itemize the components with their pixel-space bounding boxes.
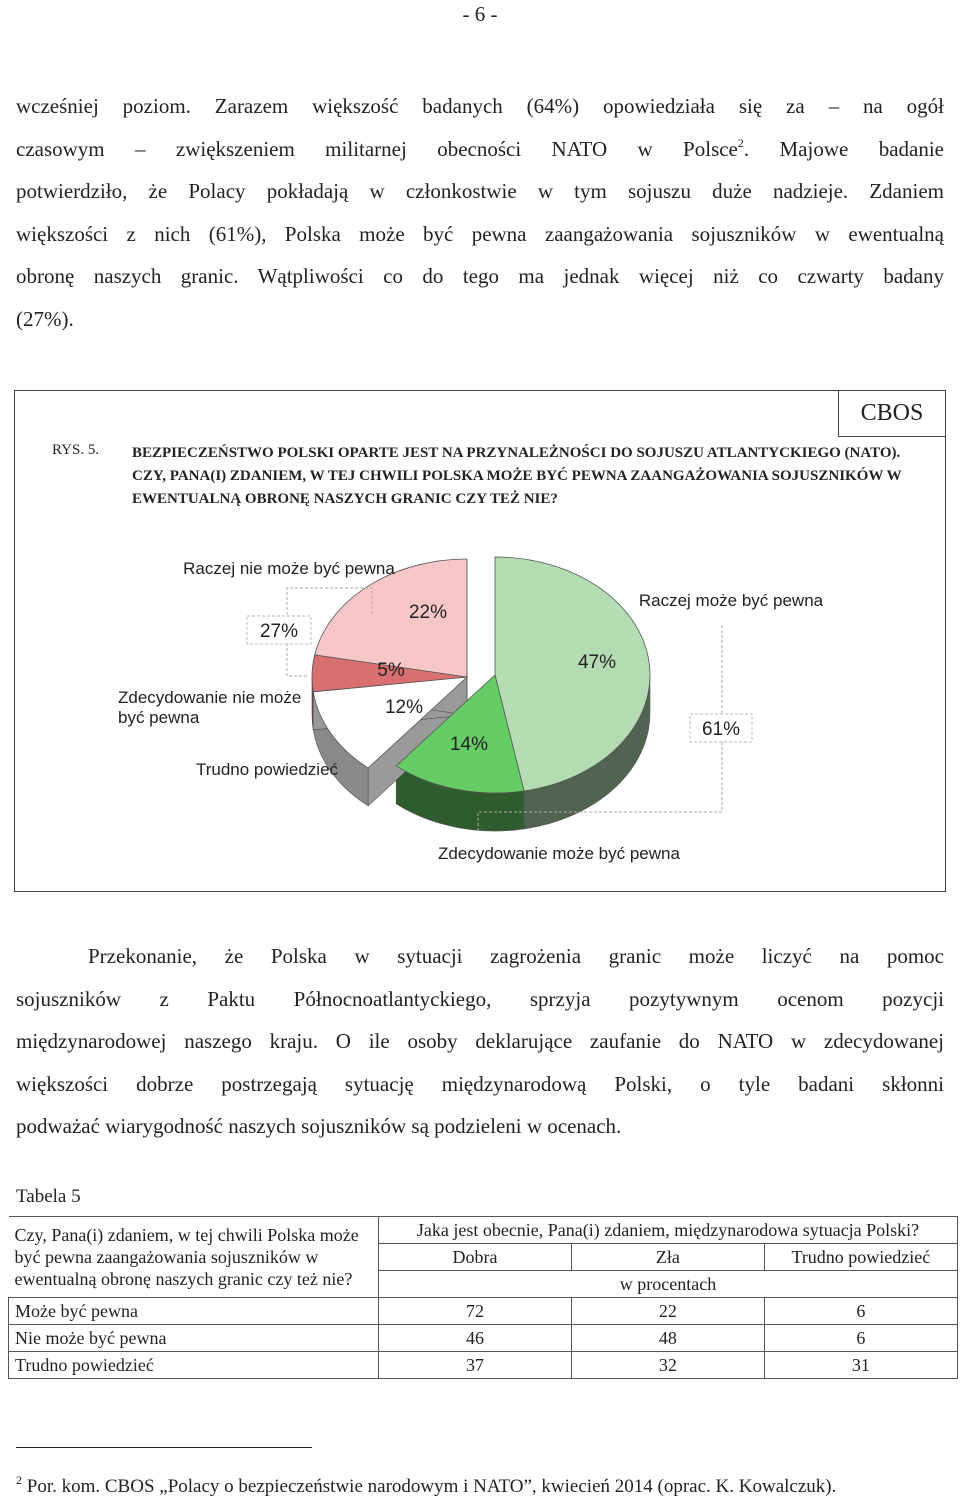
table-cell: 46 — [379, 1325, 572, 1352]
table-row — [9, 1298, 958, 1325]
slice-value-label: 5% — [377, 660, 405, 681]
page-number: - 6 - — [462, 2, 498, 26]
label-zdecydowanie-nie-line2: być pewna — [118, 708, 200, 727]
paragraph-line: potwierdziło, że Polacy pokładają w członkostwie w tym sojuszu duże nadzieje. Zdaniem — [16, 179, 944, 203]
table-cell: 37 — [379, 1352, 572, 1379]
label-zdecydowanie-nie-line1: Zdecydowanie nie może — [118, 688, 302, 707]
table-cell: 32 — [571, 1352, 764, 1379]
row-label: Nie może być pewna — [9, 1325, 379, 1352]
paragraph-line-tail: . Majowe badanie — [743, 136, 944, 161]
group-total-negative: 27% — [259, 621, 299, 642]
slice-value-label: 47% — [577, 652, 617, 673]
label-raczej-tak: Raczej może być pewna — [638, 591, 824, 610]
slice-value-label: 12% — [384, 697, 424, 718]
figure-number: RYS. 5. — [52, 442, 100, 458]
paragraph-line: większości dobrze postrzegają sytuację międzynarodową Polski, o tyle badani skłonni — [16, 1071, 944, 1096]
paragraph-line: międzynarodowej naszego kraju. O ile osoby deklarujące zaufanie do NATO w zdecydowanej — [16, 1029, 944, 1053]
unit-header: w procentach — [379, 1271, 958, 1298]
paragraph-line-text: czasowym – zwiększeniem militarnej obecności NATO w Polsce — [16, 136, 738, 161]
table-cell: 6 — [764, 1298, 957, 1325]
table-row — [9, 1352, 958, 1379]
footnote-text: Por. kom. CBOS „Polacy o bezpieczeństwie narodowym i NATO”, kwiecień 2014 (oprac. K. Kowalczuk). — [26, 1476, 837, 1497]
paragraph-line: obronę naszych granic. Wątpliwości co do tego ma jednak więcej niż co czwarty badany — [16, 264, 944, 288]
table-row — [9, 1325, 958, 1352]
table-cell: 6 — [764, 1325, 957, 1352]
paragraph-line: Przekonanie, że Polska w sytuacji zagrożenia granic może liczyć na pomoc — [88, 944, 944, 968]
table-cell: 72 — [379, 1298, 572, 1325]
table-cell: 48 — [571, 1325, 764, 1352]
source-label: CBOS — [838, 390, 946, 437]
label-trudno: Trudno powiedzieć — [195, 760, 339, 779]
bracket-negative — [287, 643, 309, 676]
slice-value-label: 22% — [408, 602, 448, 623]
paragraph-line: sojuszników z Paktu Północnoatlantyckiego, sprzyja pozytywnym ocenom pozycji — [16, 986, 944, 1011]
table-cell: 22 — [571, 1298, 764, 1325]
label-zdecydowanie-tak: Zdecydowanie może być pewna — [438, 844, 680, 863]
group-total-positive: 61% — [701, 719, 741, 740]
slice-value-label: 14% — [449, 734, 489, 755]
column-header: Dobra — [379, 1244, 572, 1271]
row-label: Może być pewna — [9, 1298, 379, 1325]
label-raczej-nie: Raczej nie może być pewna — [183, 559, 395, 578]
footnote-separator — [16, 1447, 312, 1448]
footnote — [16, 1473, 837, 1498]
paragraph-line: podważać wiarygodność naszych sojuszników są podzieleni w ocenach. — [16, 1114, 622, 1138]
pie-group — [312, 557, 650, 831]
column-group-header: Jaka jest obecnie, Pana(i) zdaniem, międzynarodowa sytuacja Polski? — [379, 1217, 958, 1244]
table-cell: 31 — [764, 1352, 957, 1379]
figure-title: BEZPIECZEŃSTWO POLSKI OPARTE JEST NA PRZYNALEŻNOŚCI DO SOJUSZU ATLANTYCKIEGO (NATO). CZY, PANA(I) ZDANIEM, W TEJ CHWILI POLSKA MOŻE BYĆ PEWNA ZAANGAŻOWANIA SOJUSZNIKÓW W EWENTUALNĄ OBRONĘ NASZYCH GRANIC CZY TEŻ NIE? — [132, 445, 902, 507]
row-header-question: Czy, Pana(i) zdaniem, w tej chwili Polska może być pewna zaangażowania sojuszników w ewentualną obronę naszych granic czy też nie? — [9, 1217, 379, 1298]
paragraph-line: większości z nich (61%), Polska może być pewna zaangażowania sojuszników w ewentualną — [16, 221, 944, 246]
footnote-ref[interactable]: 2 — [737, 135, 744, 150]
footnote-number: 2 — [16, 1473, 22, 1487]
table-caption: Tabela 5 — [16, 1186, 81, 1207]
column-header: Zła — [571, 1244, 764, 1271]
paragraph-2 — [16, 935, 944, 1148]
paragraph-line: wcześniej poziom. Zarazem większość badanych (64%) opowiedziała się za – na ogół — [16, 94, 944, 118]
data-table — [8, 1216, 958, 1379]
row-label: Trudno powiedzieć — [9, 1352, 379, 1379]
column-header: Trudno powiedzieć — [764, 1244, 957, 1271]
paragraph-line: (27%). — [16, 306, 74, 331]
